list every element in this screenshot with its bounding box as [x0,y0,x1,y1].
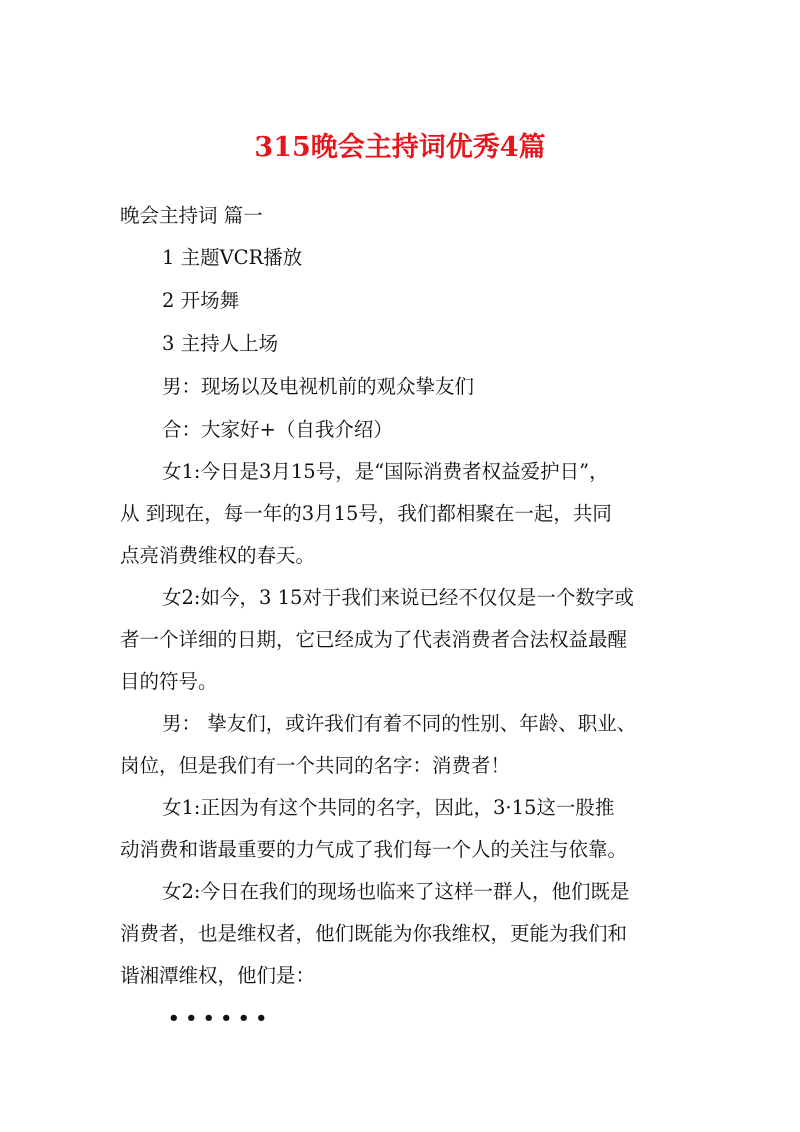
paragraph-line: 动消费和谐最重要的力气成了我们每一个人的关注与依靠。 [120,838,628,861]
document-body [120,196,700,1040]
paragraph-line: 岗位，但是我们有一个共同的名字：消费者！ [120,754,511,777]
paragraph [120,871,700,997]
document-title: 315晚会主持词优秀4篇 [254,132,546,163]
list-item: 2 开场舞 [162,289,240,312]
paragraph-line: 男： 挚友们，或许我们有着不同的性别、年龄、职业、 [162,712,637,735]
paragraph [120,408,700,451]
paragraph [120,787,700,871]
paragraph-line: 女2:今日在我们的现场也临来了这样一群人，他们既是 [162,880,630,903]
paragraph [120,365,700,408]
paragraph-line: 从 到现在，每一年的3月15号，我们都相聚在一起，共同 [120,502,612,525]
paragraph-line: 合：大家好+（自我介绍） [162,418,393,441]
paragraph-line: 女1:今日是3月15号，是“国际消费者权益爱护日”， [162,460,609,483]
paragraph [120,703,700,787]
section-heading: 晚会主持词 篇一 [120,204,263,227]
list-item: 1 主题VCR播放 [162,246,303,269]
paragraph-line: 消费者，也是维权者，他们既能为你我维权，更能为我们和 [120,922,628,945]
paragraph-line: 点亮消费维权的春天。 [120,544,316,567]
paragraph-line: 谐湘潭维权，他们是： [120,964,316,987]
paragraph-line: 目的符号。 [120,670,218,693]
paragraph-line: 男：现场以及电视机前的观众挚友们 [162,375,475,398]
paragraph-line: 者一个详细的日期，它已经成为了代表消费者合法权益最醒 [120,628,628,651]
ellipsis-dots: •••••• [168,1008,274,1029]
list-item: 3 主持人上场 [162,332,279,355]
paragraph-line: 女1:正因为有这个共同的名字，因此，3·15这一股推 [162,796,615,819]
paragraph [120,451,700,577]
paragraph [120,577,700,703]
paragraph-line: 女2:如今，3 15对于我们来说已经不仅仅是一个数字或 [162,586,634,609]
